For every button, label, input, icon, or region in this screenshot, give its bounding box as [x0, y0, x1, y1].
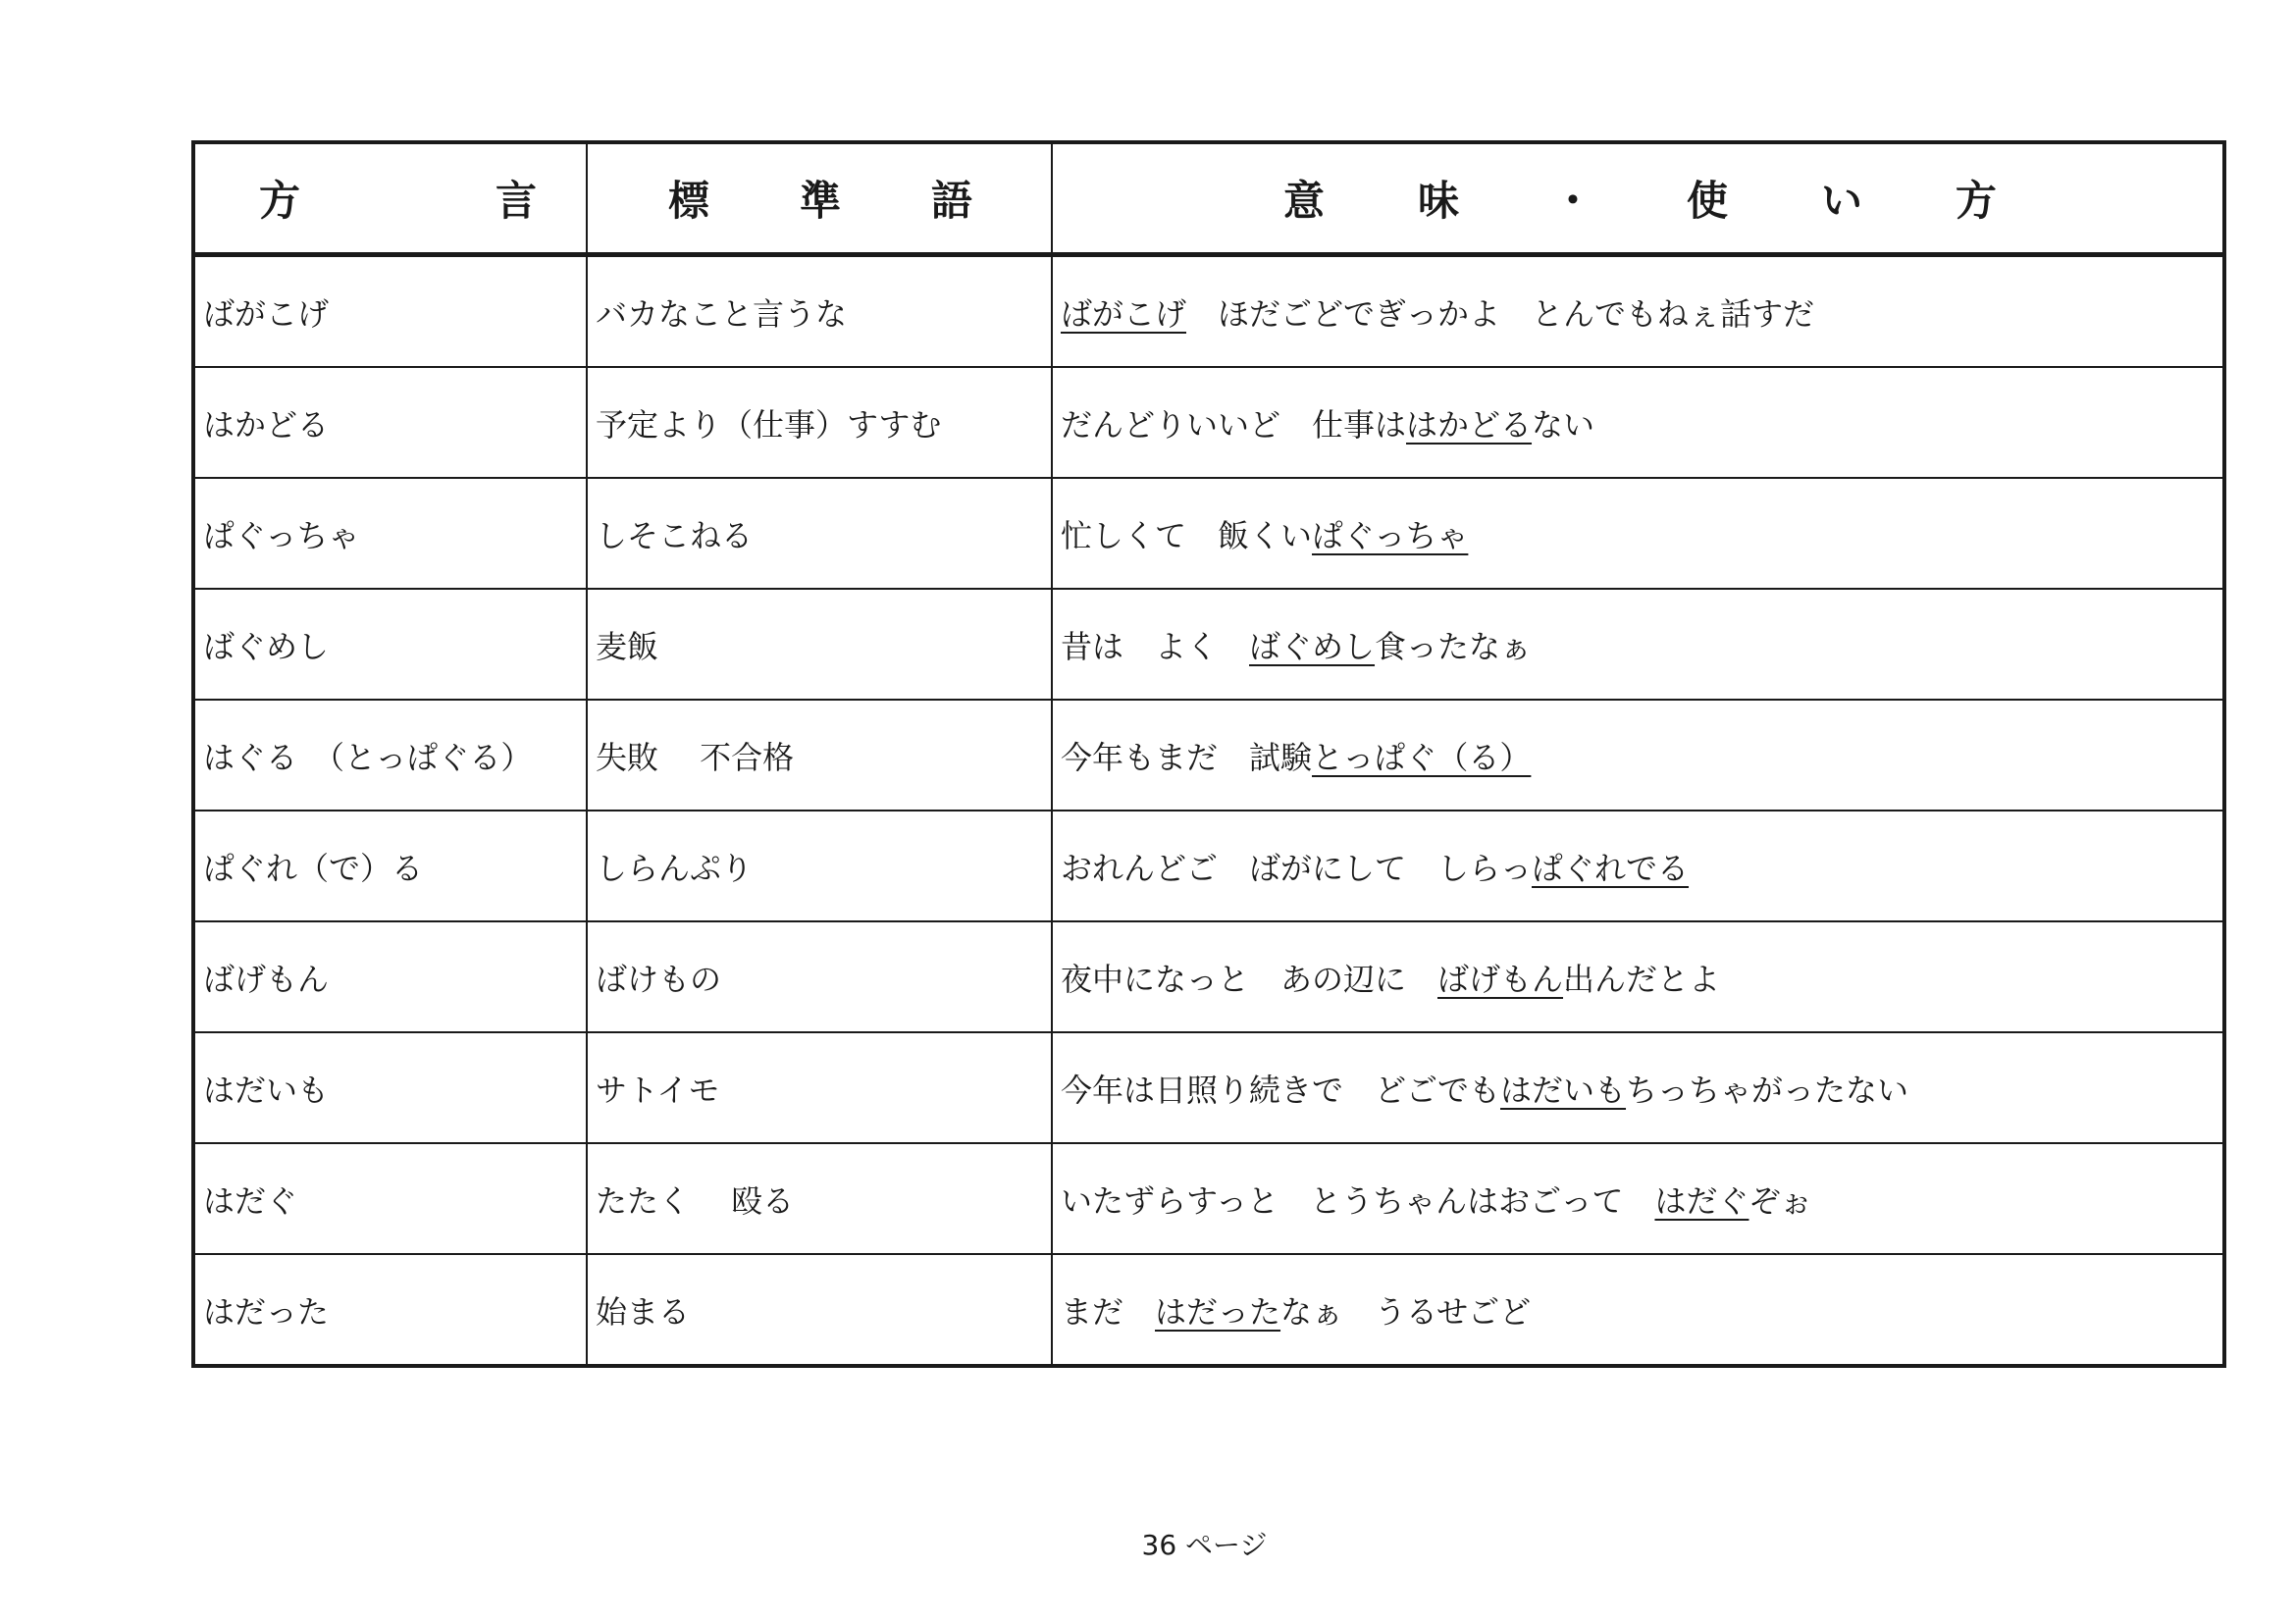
usage-cell: [1052, 367, 2224, 478]
standard-cell: しらんぷり: [587, 811, 1052, 921]
table-row: [193, 700, 2224, 811]
dialect-cell: はかどる: [193, 367, 587, 478]
dialect-cell: はだいも: [193, 1032, 587, 1143]
underlined-dialect-word: とっぱぐ（る）: [1312, 738, 1532, 776]
table-header-row: [193, 142, 2224, 255]
header-dialect-label: 方 言: [259, 177, 537, 225]
usage-cell: [1052, 921, 2224, 1032]
dialect-cell: はぐる （とっぱぐる）: [193, 700, 587, 811]
standard-cell: 麦飯: [587, 589, 1052, 700]
usage-text: ちっちゃがったない: [1626, 1071, 1909, 1109]
usage-text: だんどりいいど 仕事は: [1061, 405, 1407, 444]
usage-text: まだ: [1061, 1292, 1156, 1331]
standard-cell: しそこねる: [587, 478, 1052, 589]
standard-cell: 始まる: [587, 1254, 1052, 1366]
underlined-dialect-word: はかどる: [1406, 405, 1533, 444]
underlined-dialect-word: はだぐ: [1654, 1181, 1749, 1220]
usage-text: ない: [1532, 405, 1595, 444]
usage-text: 食ったなぁ: [1375, 627, 1533, 665]
dialect-cell: ぱぐっちゃ: [193, 478, 587, 589]
underlined-dialect-word: はだった: [1155, 1292, 1281, 1331]
usage-cell: [1052, 700, 2224, 811]
usage-text: 夜中になっと あの辺に: [1061, 960, 1438, 998]
table-row: [193, 478, 2224, 589]
dialect-cell: ばがこげ: [193, 255, 587, 368]
usage-text: ほだごどでぎっかよ とんでもねぇ話すだ: [1186, 294, 1815, 333]
underlined-dialect-word: ばぐめし: [1249, 627, 1376, 665]
underlined-dialect-word: ぱぐれでる: [1532, 849, 1690, 887]
usage-cell: [1052, 1032, 2224, 1143]
standard-cell: サトイモ: [587, 1032, 1052, 1143]
table-row: [193, 811, 2224, 921]
dialect-cell: ぱぐれ（で）る: [193, 811, 587, 921]
standard-cell: 予定より（仕事）すすむ: [587, 367, 1052, 478]
standard-cell: ばけもの: [587, 921, 1052, 1032]
table-row: [193, 1254, 2224, 1366]
dialect-cell: ばげもん: [193, 921, 587, 1032]
standard-cell: バカなこと言うな: [587, 255, 1052, 368]
underlined-dialect-word: ぱぐっちゃ: [1312, 516, 1469, 554]
header-meaning-usage: [1052, 142, 2224, 255]
usage-text: 今年は日照り続きで どごでも: [1061, 1071, 1501, 1109]
usage-cell: [1052, 811, 2224, 921]
usage-text: 忙しくて 飯くい: [1061, 516, 1313, 554]
table-row: [193, 921, 2224, 1032]
header-standard-language: [587, 142, 1052, 255]
page-number: 36 ページ: [1141, 1529, 1268, 1561]
usage-cell: [1052, 1143, 2224, 1254]
dialect-cell: はだった: [193, 1254, 587, 1366]
underlined-dialect-word: ばげもん: [1437, 960, 1564, 998]
usage-text: ぞぉ: [1748, 1181, 1812, 1220]
underlined-dialect-word: ばがこげ: [1061, 294, 1187, 333]
table-row: [193, 1143, 2224, 1254]
dialect-cell: はだぐ: [193, 1143, 587, 1254]
usage-cell: [1052, 478, 2224, 589]
standard-cell: 失敗 不合格: [587, 700, 1052, 811]
table-row: [193, 1032, 2224, 1143]
header-dialect: [193, 142, 587, 255]
usage-text: なぁ うるせごど: [1280, 1292, 1532, 1331]
usage-text: いたずらすっと とうちゃんはおごって: [1061, 1181, 1655, 1220]
usage-text: 今年もまだ 試験: [1061, 738, 1313, 776]
table-row: [193, 589, 2224, 700]
usage-cell: [1052, 589, 2224, 700]
usage-cell: [1052, 255, 2224, 368]
table-body: [193, 255, 2224, 1367]
header-meaning-label: 意 味 ・ 使 い 方: [1283, 177, 1997, 225]
table-row: [193, 367, 2224, 478]
usage-text: 昔は よく: [1061, 627, 1250, 665]
usage-text: 出んだとよ: [1563, 960, 1721, 998]
usage-text: おれんどご ばがにして しらっ: [1061, 849, 1533, 887]
usage-cell: [1052, 1254, 2224, 1366]
standard-cell: たたく 殴る: [587, 1143, 1052, 1254]
header-standard-label: 標 準 語: [668, 177, 972, 225]
underlined-dialect-word: はだいも: [1500, 1071, 1627, 1109]
table-row: [193, 255, 2224, 368]
dialect-cell: ばぐめし: [193, 589, 587, 700]
dialect-table: [191, 140, 2226, 1368]
